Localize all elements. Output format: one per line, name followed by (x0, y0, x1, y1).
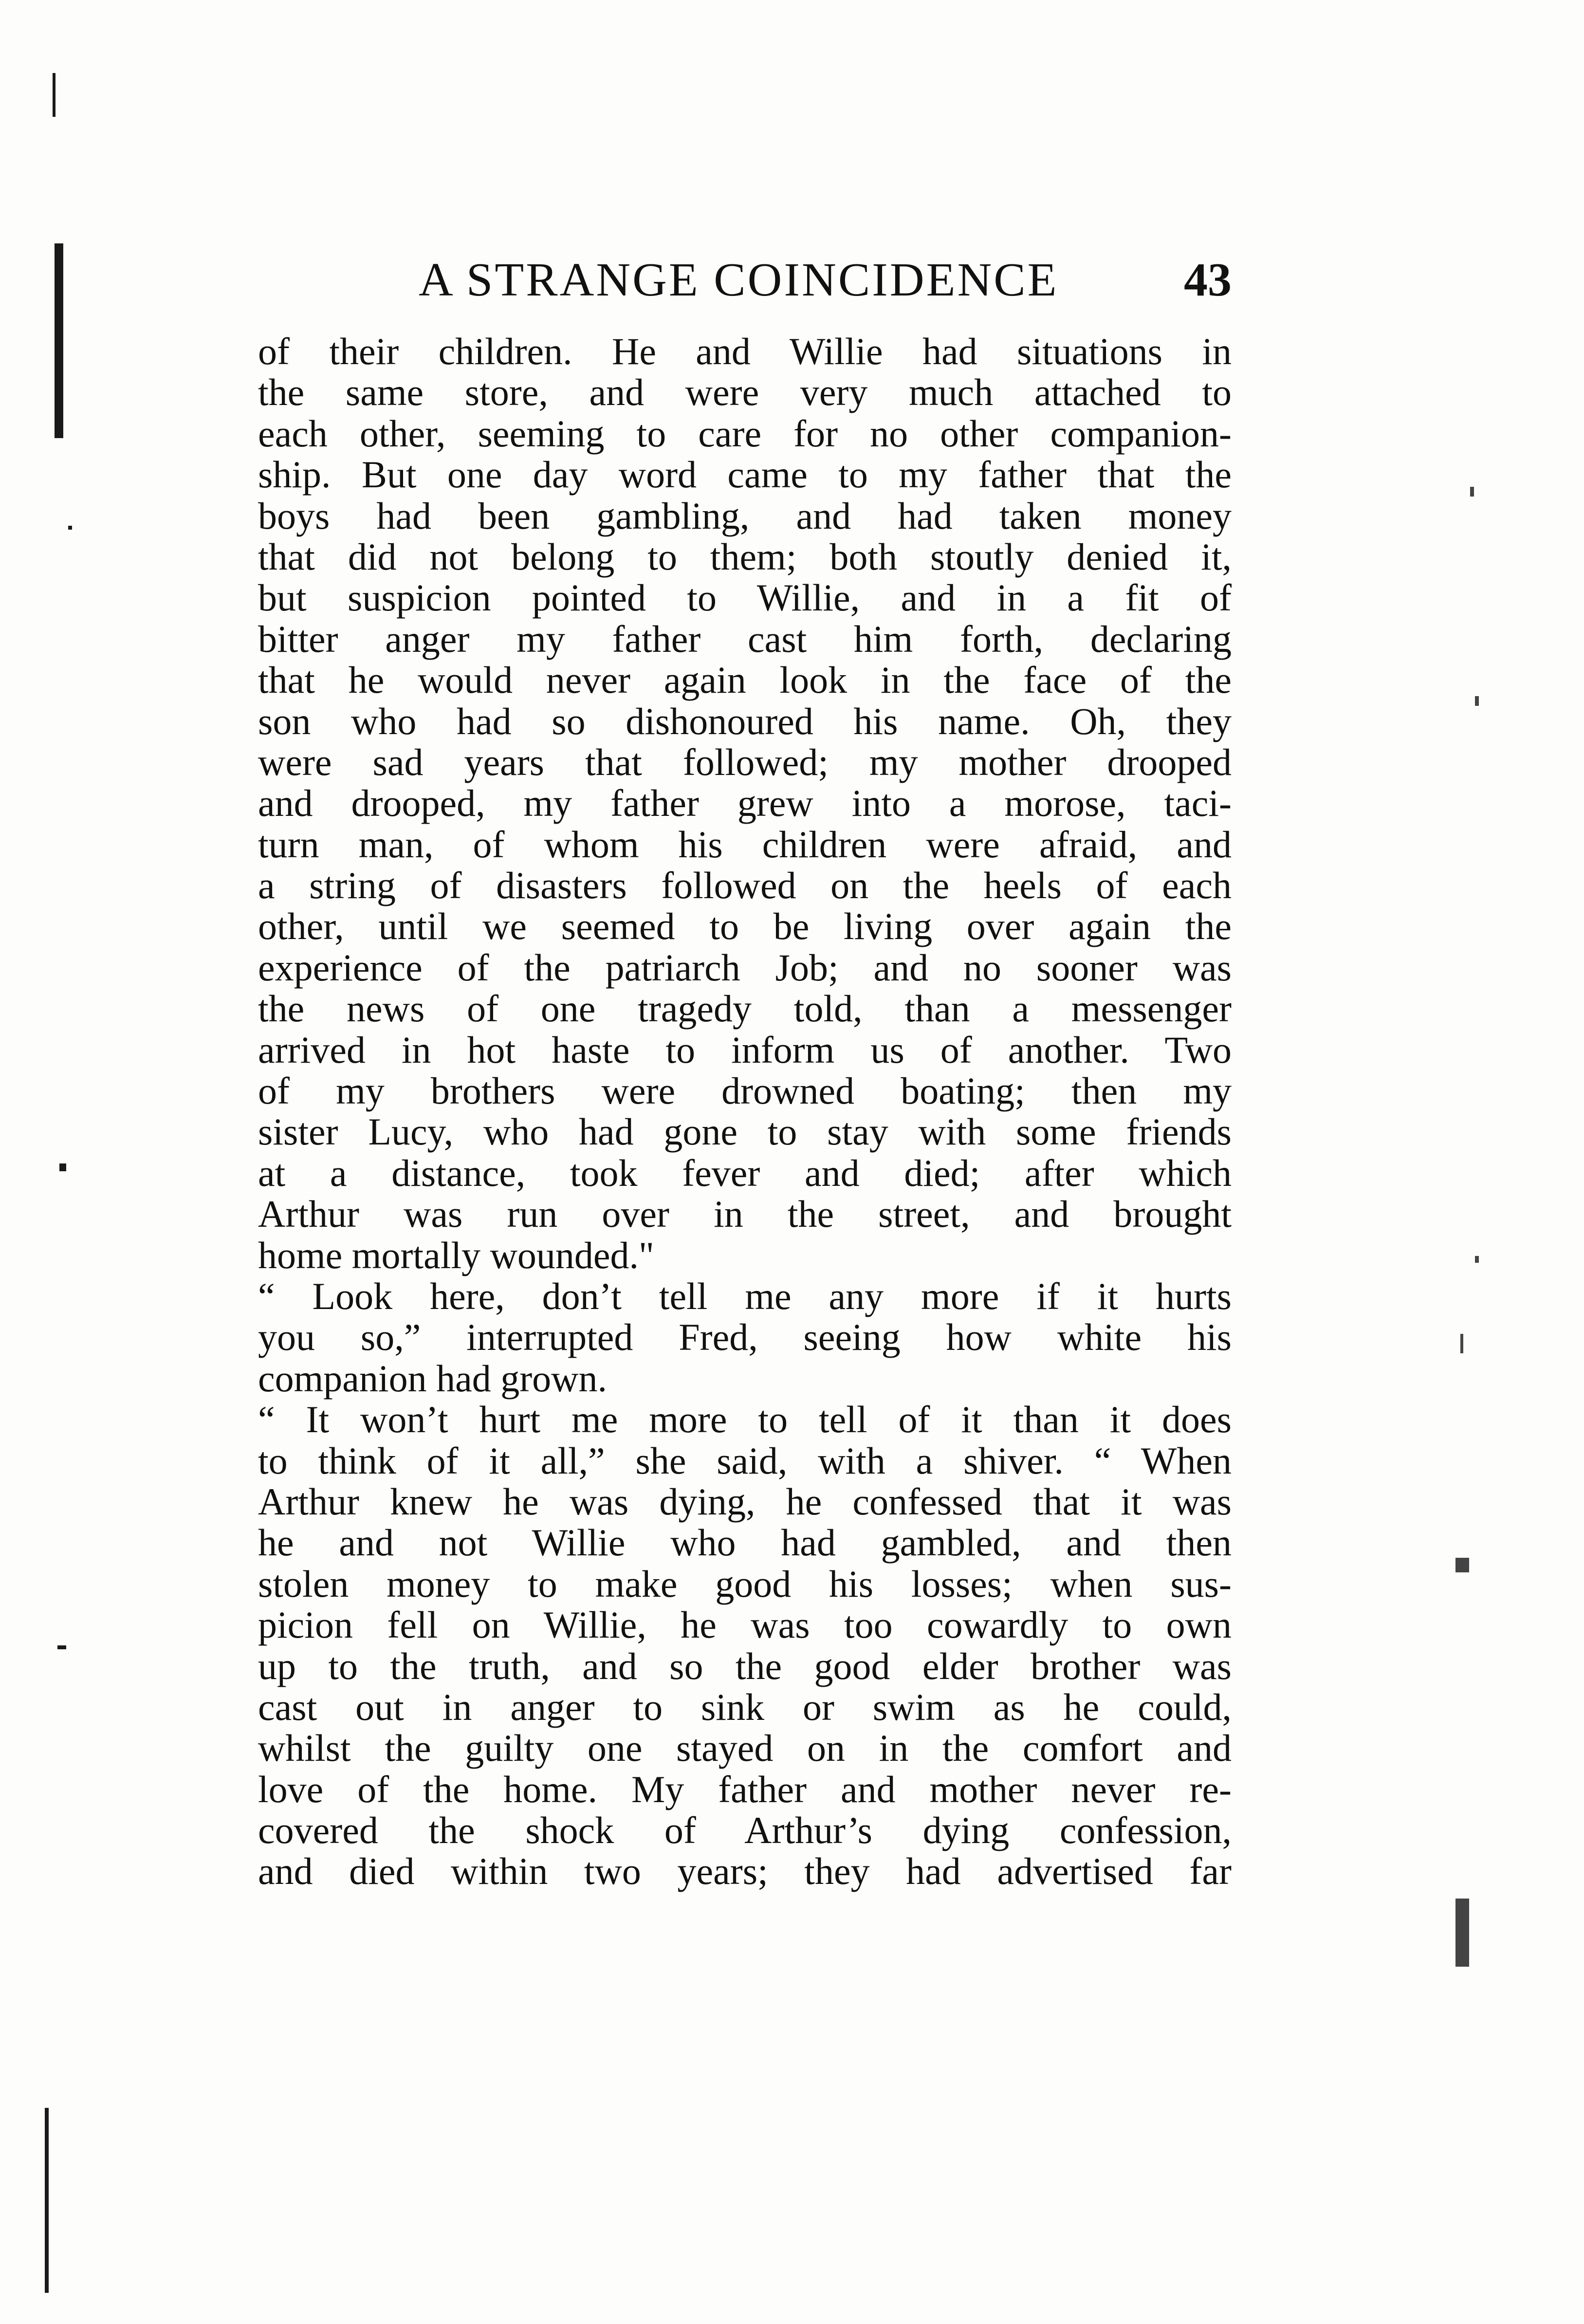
text-line: boys had been gambling, and had taken money (258, 494, 1232, 537)
text-line: picion fell on Willie, he was too cowardly to own (258, 1604, 1232, 1646)
text-line: experience of the patriarch Job; and no sooner was (258, 946, 1232, 989)
binding-mark-dot-3 (57, 1645, 66, 1649)
text-line: he and not Willie who had gambled, and then (258, 1521, 1232, 1564)
right-edge-mark-5 (1455, 1558, 1469, 1572)
text-line: Arthur knew he was dying, he confessed that it was (258, 1480, 1232, 1523)
text-line: but suspicion pointed to Willie, and in a fit of (258, 576, 1232, 619)
text-line: cast out in anger to sink or swim as he could, (258, 1685, 1232, 1728)
text-line: that he would never again look in the face of the (258, 659, 1232, 701)
text-line: companion had grown. (258, 1357, 608, 1400)
right-edge-mark-3 (1475, 1256, 1479, 1263)
text-line: son who had so dishonoured his name. Oh, they (258, 700, 1232, 742)
right-edge-mark-2 (1475, 696, 1479, 706)
text-line: “ Look here, don’t tell me any more if it hurts (258, 1274, 1232, 1317)
binding-mark-dot-1 (68, 526, 72, 530)
page-header (258, 248, 1232, 312)
text-line: covered the shock of Arthur’s dying confession, (258, 1809, 1232, 1852)
text-line: up to the truth, and so the good elder brother was (258, 1644, 1232, 1687)
binding-mark-dot-2 (59, 1163, 66, 1171)
text-line: stolen money to make good his losses; when sus- (258, 1562, 1232, 1605)
text-line: each other, seeming to care for no other companion- (258, 412, 1232, 455)
text-line: “ It won’t hurt me more to tell of it than it does (258, 1398, 1232, 1441)
text-line: turn man, of whom his children were afraid, and (258, 823, 1232, 866)
text-line: home mortally wounded." (258, 1234, 654, 1276)
text-line: of their children. He and Willie had situations in (258, 330, 1232, 372)
text-line: love of the home. My father and mother never re- (258, 1768, 1232, 1810)
text-line: that did not belong to them; both stoutly denied it, (258, 535, 1232, 578)
text-line: sister Lucy, who had gone to stay with some friends (258, 1110, 1232, 1153)
text-line: to think of it all,” she said, with a shiver. “ When (258, 1439, 1232, 1482)
text-line: arrived in hot haste to inform us of another. Two (258, 1028, 1232, 1071)
text-line: the news of one tragedy told, than a messenger (258, 987, 1232, 1030)
text-line: of my brothers were drowned boating; then my (258, 1070, 1232, 1112)
text-line: at a distance, took fever and died; after which (258, 1151, 1232, 1194)
binding-mark-bottom (45, 2108, 49, 2293)
page-number: 43 (1184, 254, 1232, 306)
right-edge-mark-1 (1470, 487, 1474, 497)
text-line: the same store, and were very much attached to (258, 371, 1232, 414)
text-line: and died within two years; they had advertised far (258, 1850, 1232, 1893)
text-line: a string of disasters followed on the heels of each (258, 864, 1232, 907)
text-line: other, until we seemed to be living over again the (258, 905, 1232, 948)
right-edge-mark-6 (1455, 1899, 1469, 1967)
text-line: bitter anger my father cast him forth, declaring (258, 617, 1232, 660)
body-text (258, 331, 1232, 1892)
right-edge-mark-4 (1460, 1334, 1463, 1353)
running-title: A STRANGE COINCIDENCE (419, 254, 1059, 306)
text-line: you so,” interrupted Fred, seeing how white his (258, 1316, 1232, 1359)
text-line: ship. But one day word came to my father that the (258, 453, 1232, 496)
text-line: were sad years that followed; my mother drooped (258, 740, 1232, 783)
text-line: whilst the guilty one stayed on in the comfort and (258, 1727, 1232, 1770)
text-line: Arthur was run over in the street, and brought (258, 1193, 1232, 1236)
text-line: and drooped, my father grew into a morose, taci- (258, 782, 1232, 825)
binding-mark-upper (55, 243, 63, 438)
binding-mark-top (53, 73, 55, 117)
